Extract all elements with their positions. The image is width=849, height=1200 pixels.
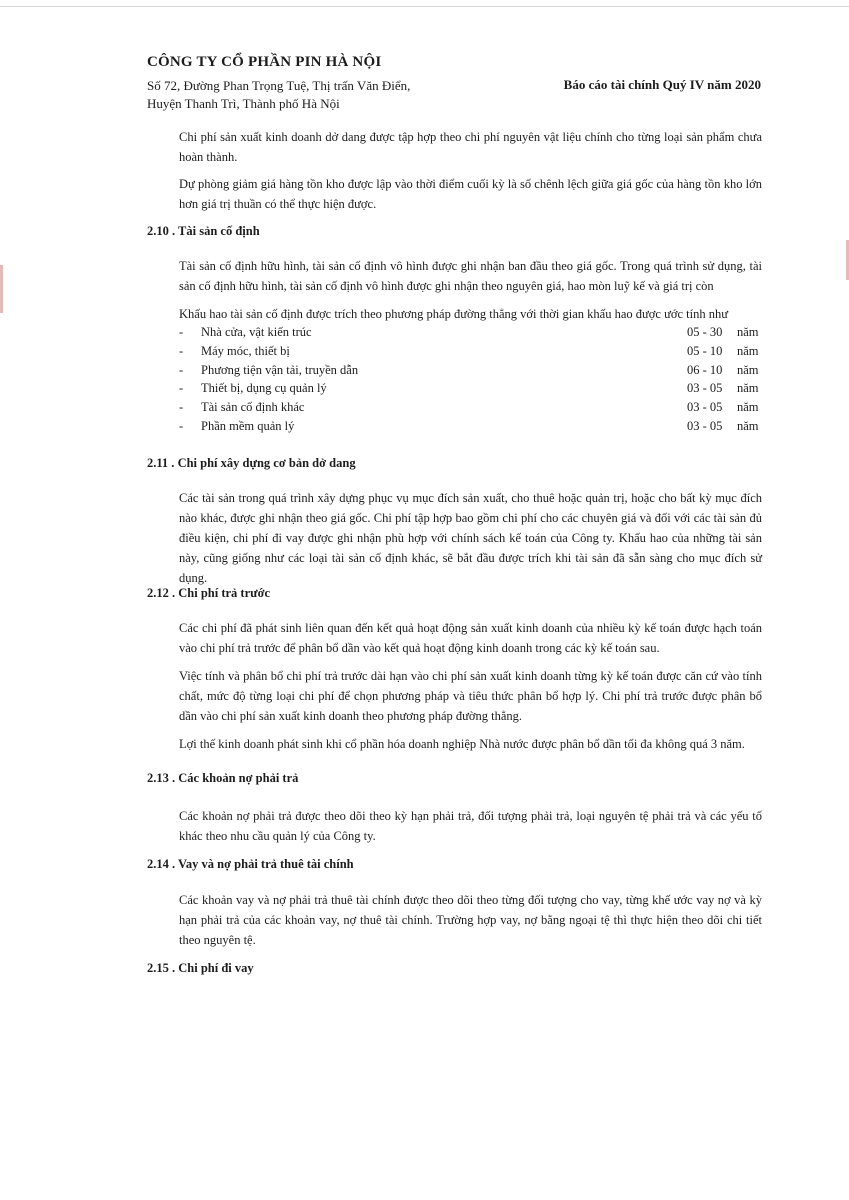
section-number: 2.10 .: [147, 224, 176, 238]
depreciation-row: [179, 419, 762, 437]
year-unit: năm: [737, 400, 759, 414]
section-number: 2.14 .: [147, 857, 176, 871]
depreciation-row: [179, 363, 762, 381]
asset-category: Tài sản cố định khác: [201, 400, 305, 414]
depreciation-years: 05 - 10: [687, 344, 723, 358]
paragraph: Các chi phí đã phát sinh liên quan đến kết quả hoạt động sản xuất kinh doanh của nhiều kỳ kế toán được hạch toán vào chi phí trả trước để phân bổ dần vào kết quả hoạt động kinh doanh trong các kỳ kế toán sau.: [179, 621, 762, 655]
section-heading-2-12: [147, 586, 270, 601]
paragraph: Các tài sản trong quá trình xây dựng phục vụ mục đích sản xuất, cho thuê hoặc quản trị, hoặc cho bất kỳ mục đích nào khác, được ghi nhận theo giá gốc. Chi phí tập hợp bao gồm chi phí cho các chuyên giá và đối với các tài sản đủ điều kiện, chi phí đi vay được ghi nhận phù hợp với chính sách kế toán của Công ty. Khấu hao của những tài sản này, cũng giống như các loại tài sản cố định khác, sẽ bắt đầu được trích khi tài sản đã sẵn sàng cho mục đích sử dụng.: [179, 491, 762, 585]
year-unit: năm: [737, 419, 759, 433]
scan-top-edge: [0, 6, 849, 7]
asset-category: Thiết bị, dụng cụ quản lý: [201, 381, 327, 395]
paragraph: Chi phí sản xuất kinh doanh dở dang được tập hợp theo chi phí nguyên vật liệu chính cho từng loại sản phẩm chưa hoàn thành.: [179, 130, 762, 164]
paragraph: Việc tính và phân bổ chi phí trả trước dài hạn vào chi phí sản xuất kinh doanh từng kỳ kế toán được căn cứ vào tính chất, mức độ từng loại chi phí để chọn phương pháp và tiêu thức phân bổ hợp lý. Chi phí trả trước được phân bổ dần vào chi phí sản xuất kinh doanh theo phương pháp đường thẳng.: [179, 669, 762, 723]
paragraph: Dự phòng giảm giá hàng tồn kho được lập vào thời điểm cuối kỳ là số chênh lệch giữa giá gốc của hàng tồn kho lớn hơn giá trị thuần có thể thực hiện được.: [179, 177, 762, 211]
section-heading-2-14: [147, 857, 354, 872]
section-number: 2.11 .: [147, 456, 175, 470]
list-dash: -: [179, 344, 184, 358]
list-dash: -: [179, 400, 184, 414]
depreciation-years: 06 - 10: [687, 363, 723, 377]
section-title: Chi phí đi vay: [178, 961, 254, 975]
depreciation-row: [179, 325, 762, 343]
section-heading-2-11: [147, 456, 356, 471]
company-address-line1: Số 72, Đường Phan Trọng Tuệ, Thị trấn Văn Điển,: [147, 78, 411, 93]
scan-edge-mark: [0, 265, 3, 313]
depreciation-row: [179, 381, 762, 399]
depreciation-years: 03 - 05: [687, 419, 723, 433]
report-title: Báo cáo tài chính Quý IV năm 2020: [563, 77, 761, 92]
paragraph: Khấu hao tài sản cố định được trích theo phương pháp đường thẳng với thời gian khấu hao được ước tính như: [179, 307, 728, 321]
depreciation-years: 03 - 05: [687, 381, 723, 395]
asset-category: Phương tiện vận tải, truyền dẫn: [201, 363, 359, 377]
list-dash: -: [179, 363, 184, 377]
section-heading-2-15: [147, 961, 254, 976]
section-title: Chi phí trả trước: [178, 586, 271, 600]
year-unit: năm: [737, 325, 759, 339]
company-address-line2: Huyện Thanh Trì, Thành phố Hà Nội: [147, 96, 340, 111]
section-title: Tài sản cố định: [178, 224, 260, 238]
section-heading-2-10: [147, 224, 260, 239]
depreciation-row: [179, 344, 762, 362]
asset-category: Nhà cửa, vật kiến trúc: [201, 325, 312, 339]
list-dash: -: [179, 419, 184, 433]
depreciation-years: 03 - 05: [687, 400, 723, 414]
section-number: 2.15 .: [147, 961, 176, 975]
section-title: Các khoản nợ phải trả: [178, 771, 299, 785]
depreciation-years: 05 - 30: [687, 325, 723, 339]
year-unit: năm: [737, 363, 759, 377]
paragraph: Các khoản vay và nợ phải trả thuê tài chính được theo dõi theo từng đối tượng cho vay, từng khế ước vay nợ và kỳ hạn phải trả của các khoản vay, nợ thuê tài chính. Trường hợp vay, nợ bằng ngoại tệ thì thực hiện theo dõi chi tiết theo nguyên tệ.: [179, 893, 762, 947]
section-title: Vay và nợ phải trả thuê tài chính: [178, 857, 354, 871]
paragraph: Lợi thế kinh doanh phát sinh khi cổ phần hóa doanh nghiệp Nhà nước được phân bổ dần tối đa không quá 3 năm.: [179, 737, 745, 751]
paragraph: Các khoản nợ phải trả được theo dõi theo kỳ hạn phải trả, đối tượng phải trả, loại nguyên tệ phải trả và các yếu tố khác theo nhu cầu quản lý của Công ty.: [179, 809, 762, 843]
section-number: 2.12 .: [147, 586, 176, 600]
company-name: CÔNG TY CỔ PHẦN PIN HÀ NỘI: [147, 54, 382, 70]
list-dash: -: [179, 325, 184, 339]
section-heading-2-13: [147, 771, 298, 786]
asset-category: Máy móc, thiết bị: [201, 344, 290, 358]
depreciation-row: [179, 400, 762, 418]
list-dash: -: [179, 381, 184, 395]
section-title: Chi phí xây dựng cơ bản dở dang: [177, 456, 356, 470]
year-unit: năm: [737, 344, 759, 358]
paragraph: Tài sản cố định hữu hình, tài sản cố định vô hình được ghi nhận ban đầu theo giá gốc. Trong quá trình sử dụng, tài sản cố định hữu hình, tài sản cố định vô hình được ghi nhận theo nguyên giá, hao mòn luỹ kế và giá trị còn: [179, 259, 762, 293]
asset-category: Phần mềm quản lý: [201, 419, 295, 433]
section-number: 2.13 .: [147, 771, 176, 785]
year-unit: năm: [737, 381, 759, 395]
